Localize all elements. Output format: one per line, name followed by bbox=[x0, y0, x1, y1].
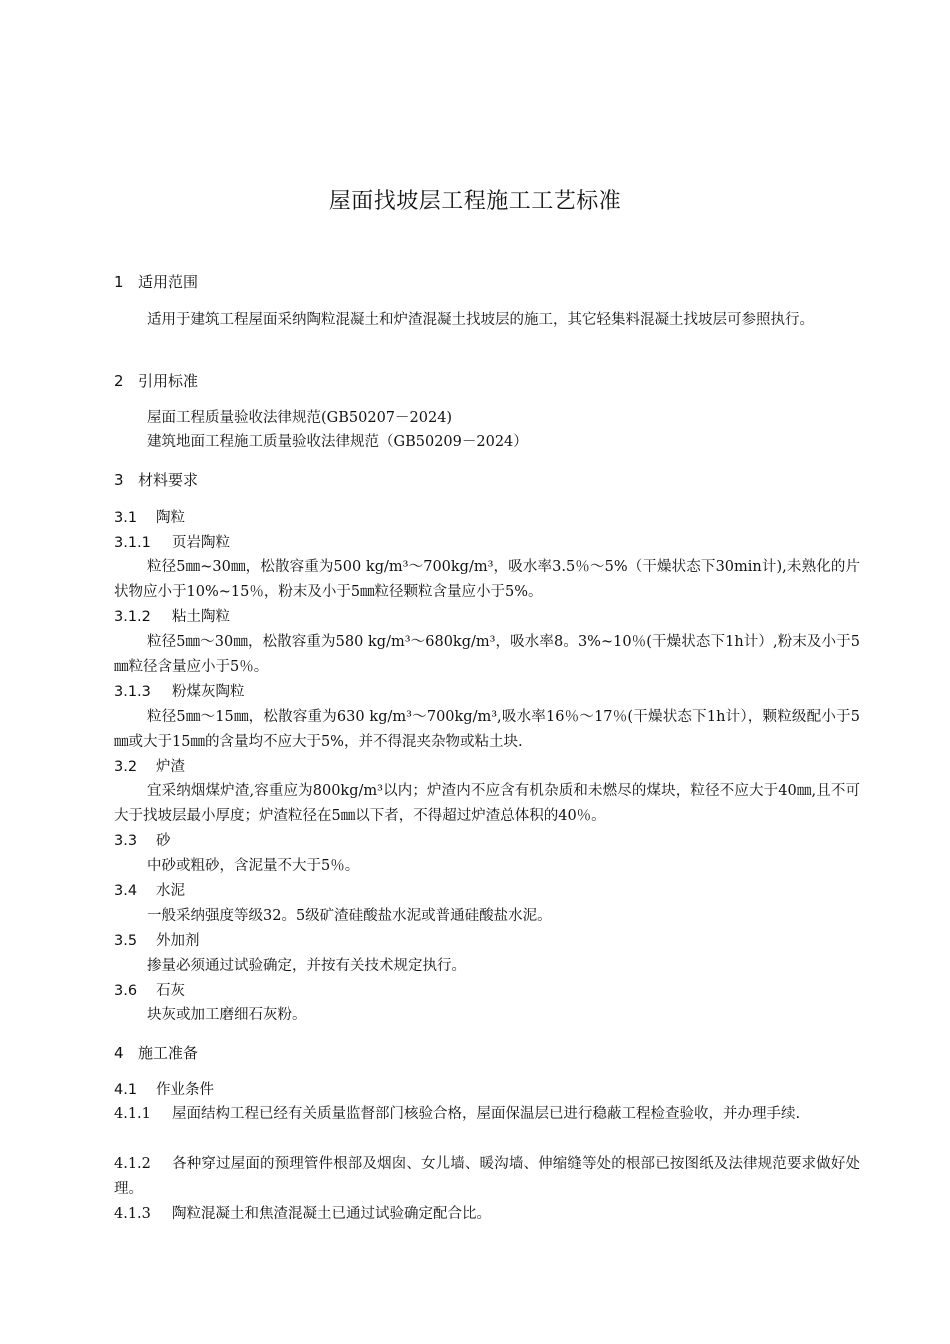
subsection-title: 水泥 bbox=[156, 883, 185, 899]
subsection-title: 石灰 bbox=[156, 983, 185, 999]
subsection-number: 3.1.1 bbox=[114, 535, 151, 551]
paragraph-text: 各种穿过屋面的预理管件根部及烟囱、女儿墙、暖沟墙、伸缩缝等处的根部已按图纸及法律规范要求做好处理。 bbox=[114, 1156, 860, 1197]
subsection-3-2-heading bbox=[114, 757, 185, 777]
subsection-title: 陶粒 bbox=[156, 510, 185, 526]
reference-item: 屋面工程质量验收法律规范(GB50207－2024) bbox=[147, 410, 453, 426]
subsection-3-1-2-heading bbox=[114, 607, 230, 627]
subsection-3-6-heading bbox=[114, 981, 185, 1001]
paragraph-text: 屋面结构工程已经有关质量监督部门核验合格，屋面保温层已进行稳蔽工程检查验收，并办理手续. bbox=[172, 1106, 801, 1122]
section-title: 引用标准 bbox=[138, 372, 199, 390]
subsection-3-1-1-paragraph: 粒径5㎜~30㎜，松散容重为500 kg/m³～700kg/m³，吸水率3.5％～5%（干燥状态下30min计),未熟化的片状物应小于10%~15％，粉末及小于5㎜粒径颗粒含量应小于5%。 bbox=[114, 559, 860, 600]
subsection-number: 4.1.3 bbox=[114, 1206, 151, 1222]
subsection-4-1-1-paragraph bbox=[114, 1102, 860, 1127]
subsection-number: 3.5 bbox=[114, 933, 138, 949]
subsection-number: 4.1.1 bbox=[114, 1106, 151, 1122]
subsection-title: 炉渣 bbox=[156, 759, 185, 775]
subsection-title: 砂 bbox=[156, 833, 171, 849]
subsection-number: 3.6 bbox=[114, 983, 138, 999]
section-number: 2 bbox=[114, 372, 124, 390]
subsection-3-6-paragraph: 块灰或加工磨细石灰粉。 bbox=[147, 1007, 307, 1023]
subsection-3-3-paragraph: 中砂或粗砂，含泥量不大于5％。 bbox=[147, 858, 360, 874]
subsection-3-4-paragraph: 一般采纳强度等级32。5级矿渣硅酸盐水泥或普通硅酸盐水泥。 bbox=[147, 908, 552, 924]
section-1-heading bbox=[114, 272, 198, 292]
subsection-number: 3.4 bbox=[114, 883, 138, 899]
subsection-title: 粉煤灰陶粒 bbox=[172, 684, 245, 700]
subsection-title: 粘土陶粒 bbox=[172, 609, 230, 625]
subsection-3-4-heading bbox=[114, 881, 185, 901]
subsection-number: 3.2 bbox=[114, 759, 138, 775]
subsection-3-1-1-heading bbox=[114, 533, 230, 553]
subsection-number: 3.1.3 bbox=[114, 684, 151, 700]
section-number: 3 bbox=[114, 471, 124, 489]
subsection-title: 外加剂 bbox=[156, 933, 200, 949]
paragraph-text: 陶粒混凝土和焦渣混凝土已通过试验确定配合比。 bbox=[172, 1206, 491, 1222]
subsection-number: 3.1.2 bbox=[114, 609, 151, 625]
subsection-3-2-paragraph: 宜采纳烟煤炉渣,容重应为800kg/m³以内；炉渣内不应含有机杂质和未燃尽的煤块，粒径不应大于40㎜,且不可大于找坡层最小厚度；炉渣粒径在5㎜以下者，不得超过炉渣总体积的40％。 bbox=[114, 783, 860, 824]
section-number: 1 bbox=[114, 273, 124, 291]
subsection-4-1-heading bbox=[114, 1080, 214, 1100]
subsection-3-1-3-paragraph: 粒径5㎜～15㎜，松散容重为630 kg/m³～700kg/m³,吸水率16％～17％(干燥状态下1h计），颗粒级配小于5㎜或大于15㎜的含量均不应大于5%，并不得混夹杂物或粘土块. bbox=[114, 709, 860, 750]
subsection-number: 4.1 bbox=[114, 1082, 138, 1098]
section-3-heading bbox=[114, 470, 198, 490]
section-title: 施工准备 bbox=[138, 1044, 199, 1062]
subsection-number: 4.1.2 bbox=[114, 1156, 151, 1172]
section-title: 适用范围 bbox=[138, 273, 199, 291]
section-title: 材料要求 bbox=[138, 471, 199, 489]
subsection-title: 作业条件 bbox=[156, 1082, 214, 1098]
reference-item: 建筑地面工程施工质量验收法律规范（GB50209－2024） bbox=[147, 434, 528, 450]
document-title: 屋面找坡层工程施工工艺标准 bbox=[328, 189, 622, 214]
subsection-3-5-paragraph: 掺量必须通过试验确定，并按有关技术规定执行。 bbox=[147, 958, 466, 974]
subsection-number: 3.1 bbox=[114, 510, 138, 526]
subsection-3-1-heading bbox=[114, 508, 185, 528]
subsection-title: 页岩陶粒 bbox=[172, 535, 230, 551]
subsection-4-1-2-paragraph bbox=[114, 1152, 860, 1202]
section-4-heading bbox=[114, 1043, 198, 1063]
section-1-paragraph: 适用于建筑工程屋面采纳陶粒混凝土和炉渣混凝土找坡层的施工，其它轻集料混凝土找坡层可参照执行。 bbox=[147, 312, 814, 328]
section-2-heading bbox=[114, 371, 198, 391]
subsection-3-1-3-heading bbox=[114, 682, 245, 702]
subsection-3-1-2-paragraph: 粒径5㎜～30㎜，松散容重为580 kg/m³～680kg/m³，吸水率8。3%~10％(干燥状态下1h计）,粉末及小于5㎜粒径含量应小于5％。 bbox=[114, 634, 860, 675]
subsection-3-5-heading bbox=[114, 931, 200, 951]
subsection-4-1-3-paragraph bbox=[114, 1202, 860, 1227]
section-number: 4 bbox=[114, 1044, 124, 1062]
subsection-number: 3.3 bbox=[114, 833, 138, 849]
subsection-3-3-heading bbox=[114, 831, 171, 851]
